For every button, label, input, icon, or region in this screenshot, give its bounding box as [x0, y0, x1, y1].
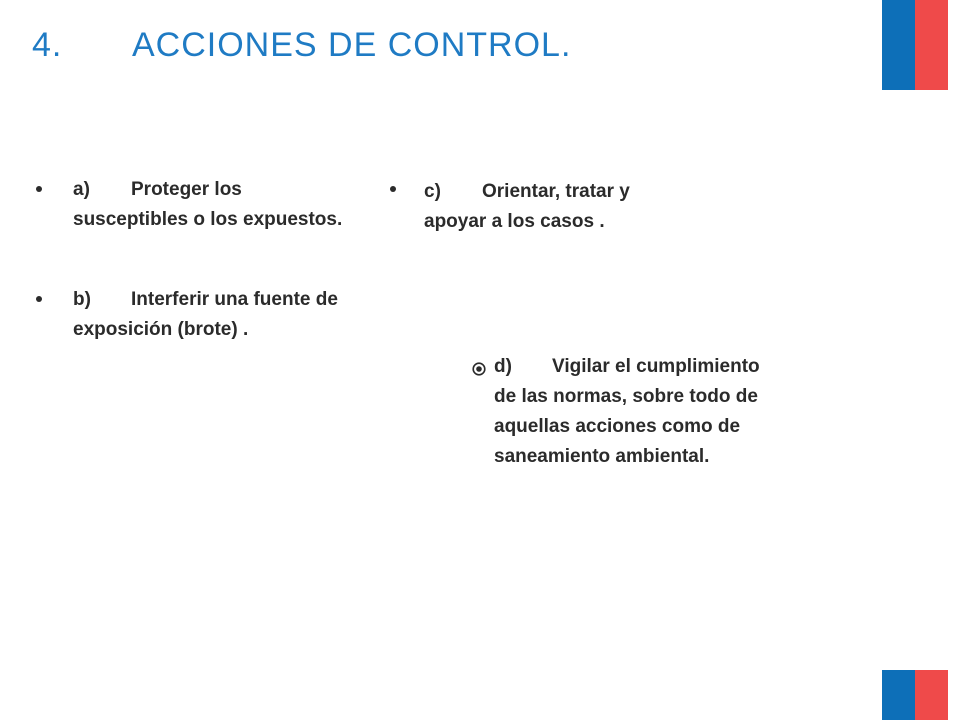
flag-blue-bar: [882, 670, 915, 720]
slide-number: 4.: [32, 26, 63, 64]
item-letter: b): [73, 289, 91, 310]
bullet-dot: [36, 296, 42, 302]
list-item-c: [424, 177, 630, 237]
item-text: Proteger los: [131, 179, 242, 200]
item-letter: c): [424, 181, 441, 202]
item-text: exposición (brote) .: [73, 319, 249, 340]
list-item-b: [73, 285, 338, 345]
item-letter: d): [494, 356, 512, 377]
item-text: Orientar, tratar y: [482, 181, 630, 202]
item-text: susceptibles o los expuestos.: [73, 209, 343, 230]
item-letter: a): [73, 179, 90, 200]
bullet-dot: [390, 186, 396, 192]
item-text: aquellas acciones como de: [494, 416, 741, 437]
list-item-d: [494, 352, 760, 472]
item-text: Vigilar el cumplimiento: [552, 356, 760, 377]
item-text: saneamiento ambiental.: [494, 446, 710, 467]
item-text: Interferir una fuente de: [131, 289, 338, 310]
flag-red-bar: [915, 0, 948, 90]
flag-decoration-bottom: [882, 670, 948, 720]
bullet-dot: [36, 186, 42, 192]
target-bullet-icon: [472, 362, 486, 376]
list-item-a: [73, 175, 342, 235]
item-text: de las normas, sobre todo de: [494, 386, 758, 407]
slide-title-text: ACCIONES DE CONTROL.: [132, 26, 572, 64]
flag-red-bar: [915, 670, 948, 720]
item-text: apoyar a los casos .: [424, 211, 605, 232]
flag-decoration-top: [882, 0, 948, 90]
flag-blue-bar: [882, 0, 915, 90]
slide-title: [32, 26, 571, 65]
